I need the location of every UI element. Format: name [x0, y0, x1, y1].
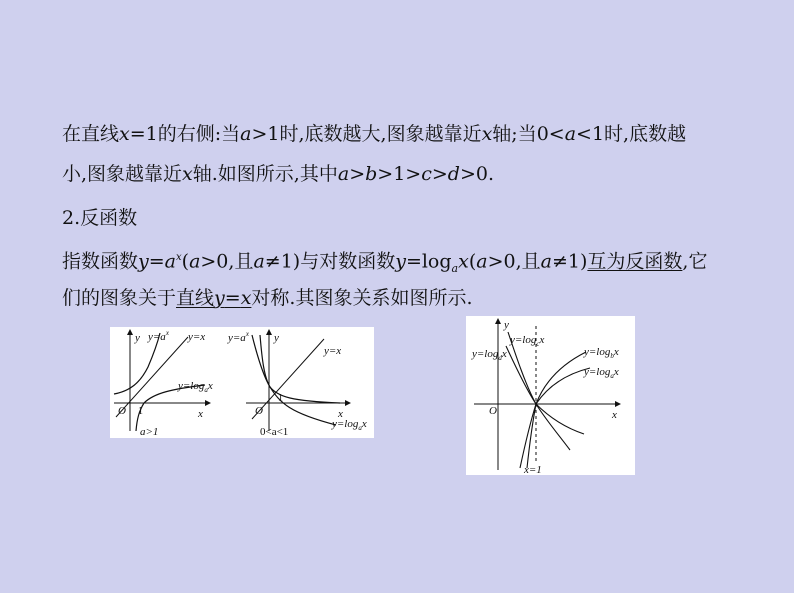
label-log-d: $y=\log_dx$	[472, 348, 507, 362]
log-c-curve	[508, 332, 570, 450]
var-x: x	[458, 250, 469, 273]
var-c: c	[421, 163, 432, 185]
var-x: x	[182, 163, 193, 185]
label-y: y	[504, 319, 509, 331]
label-origin: O	[118, 405, 126, 417]
var-d: d	[447, 163, 460, 185]
text: ≠1)与对数函数	[264, 250, 396, 273]
text: >0.	[459, 163, 495, 185]
label-log: $y=\log_ax$	[178, 380, 213, 394]
label-y: y	[274, 332, 279, 344]
var-a: a	[564, 123, 577, 145]
label-origin: O	[255, 405, 263, 417]
label-exp: $y=a^x$	[148, 329, 169, 343]
var-b: b	[365, 163, 378, 185]
figure-exp-log-svg	[110, 327, 374, 438]
label-one: 1	[138, 406, 143, 417]
var-x: x	[481, 123, 493, 145]
text: ,它	[682, 250, 708, 273]
label-log-a: $y=\log_ax$	[584, 366, 619, 380]
text: =	[148, 250, 165, 273]
paragraph-1-line-1	[62, 121, 686, 147]
text: 们的图象关于	[62, 287, 177, 309]
paragraph-1-line-2	[62, 161, 494, 187]
graph-a-less-1	[227, 330, 367, 438]
paragraph-2-line-1	[62, 245, 707, 282]
label-one: 1	[278, 393, 283, 404]
figure-exp-log-graphs	[110, 327, 374, 438]
var-a: a	[540, 250, 552, 273]
var-a: a	[476, 250, 488, 273]
exponent-x: x	[176, 252, 182, 263]
text: =1的右侧:当	[129, 123, 241, 145]
text: (	[181, 250, 190, 273]
var-y: y	[395, 250, 406, 273]
paragraph-2-line-2	[62, 285, 473, 311]
text: <1时,底数越	[576, 123, 687, 145]
label-yx: y=x	[324, 345, 342, 357]
text: 在直线	[62, 123, 120, 145]
label-x-equals-1: x=1	[524, 464, 542, 475]
text: >1时,底数越大,图象越靠近	[251, 123, 482, 145]
label-origin: O	[489, 405, 497, 417]
label-yx: y=x	[188, 331, 206, 343]
symmetry-line-term: 直线y=x	[176, 287, 252, 309]
text: >0,且	[487, 250, 541, 273]
text: >	[431, 163, 448, 185]
label-log-b: $y=\log_bx$	[584, 346, 619, 360]
text: >	[349, 163, 366, 185]
text: 轴.如图所示,其中	[192, 163, 338, 185]
var-a: a	[240, 123, 252, 145]
section-heading: 2.反函数	[62, 207, 138, 229]
var-a: a	[189, 250, 201, 273]
caption: a>1	[140, 426, 159, 438]
line-y-equals-x	[116, 337, 188, 417]
label-exp: $y=a^x$	[228, 330, 249, 344]
label-log-c: $y=\log_cx$	[510, 334, 545, 348]
var-a: a	[337, 163, 350, 185]
label-x: x	[338, 408, 343, 420]
text: 指数函数	[62, 250, 139, 273]
text: 轴;当0<	[492, 123, 565, 145]
text: >1>	[377, 163, 422, 185]
log-base-a: a	[451, 262, 459, 276]
text: ≠1)	[551, 250, 588, 273]
var-x: x	[119, 123, 130, 145]
graph-a-greater-1	[114, 329, 213, 438]
label-x: x	[612, 409, 617, 421]
label-y: y	[135, 332, 140, 344]
label-x: x	[198, 408, 203, 420]
inverse-function-term: 互为反函数	[587, 250, 683, 273]
log-b-curve	[520, 368, 590, 468]
label-log: $y=\log_ax$	[332, 418, 367, 432]
var-a: a	[253, 250, 265, 273]
text: >0,且	[200, 250, 254, 273]
text: 小,图象越靠近	[62, 163, 183, 185]
figure-log-family-svg	[466, 316, 635, 475]
var-a: a	[164, 250, 176, 273]
var-y: y	[138, 250, 149, 273]
figure-log-family	[466, 316, 635, 475]
text: (	[468, 250, 477, 273]
text: 对称.其图象关系如图所示.	[251, 287, 473, 309]
caption: 0<a<1	[260, 426, 289, 438]
text: =log	[405, 250, 452, 273]
